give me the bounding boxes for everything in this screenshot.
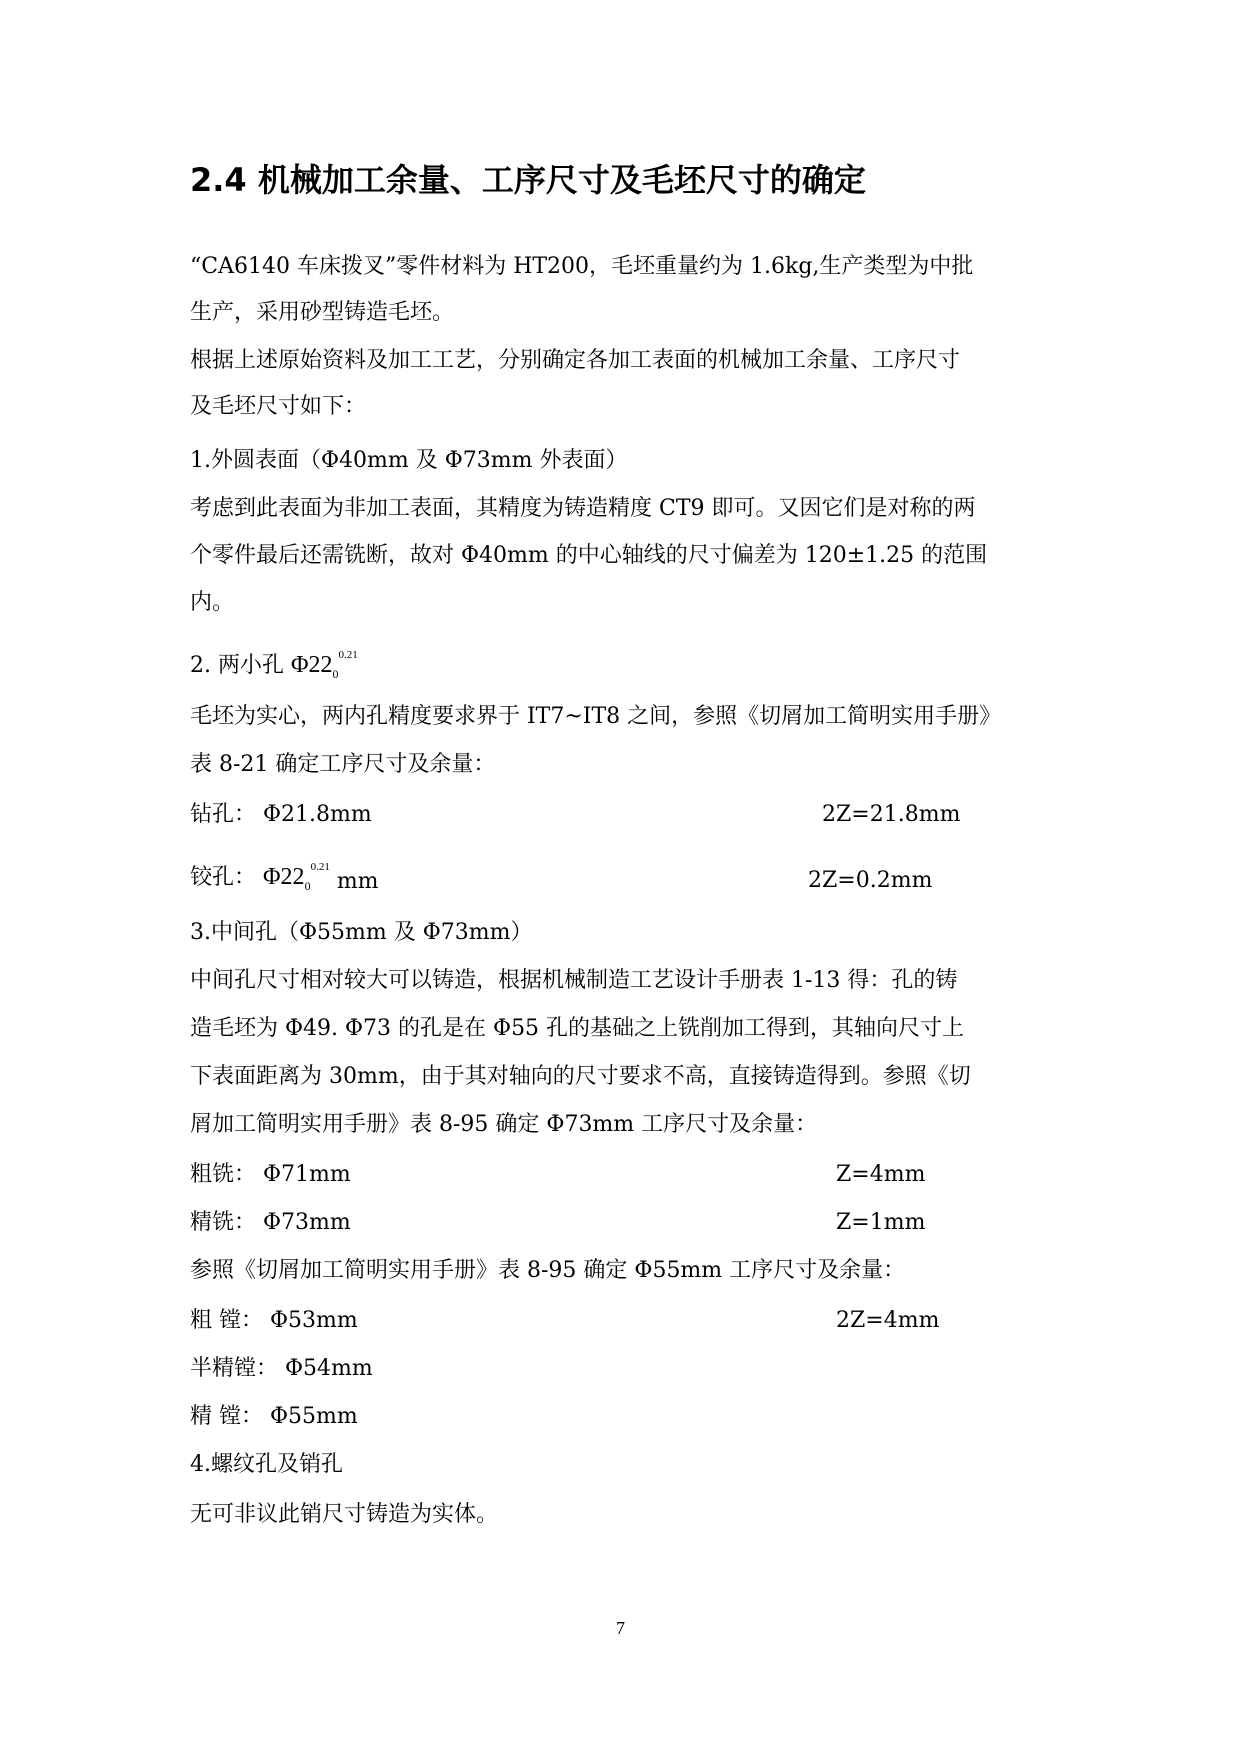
tolerance-formula	[291, 650, 358, 684]
paragraph-line: “CA6140 车床拨叉”零件材料为 HT200，毛坯重量约为 1.6kg,生产类型为中批	[190, 254, 974, 279]
rough-bore-allowance: 2Z=4mm	[836, 1308, 940, 1333]
paragraph-line: 下表面距离为 30mm，由于其对轴向的尺寸要求不高，直接铸造得到。参照《切	[190, 1064, 971, 1089]
paragraph-line: 中间孔尺寸相对较大可以铸造，根据机械制造工艺设计手册表 1-13 得：孔的铸	[190, 968, 958, 993]
paragraph-line: 根据上述原始资料及加工工艺，分别确定各加工表面的机械加工余量、工序尺寸	[190, 348, 961, 373]
subsection-title	[190, 650, 358, 684]
subsection-title: 4.螺纹孔及销孔	[190, 1452, 343, 1477]
ream-allowance: 2Z=0.2mm	[808, 868, 933, 893]
page-number: 7	[616, 1618, 625, 1638]
formula-lower: 0	[332, 667, 339, 681]
paragraph-line: 屑加工简明实用手册》表 8-95 确定 Φ73mm 工序尺寸及余量：	[190, 1112, 818, 1137]
rough-bore-label: 粗 镗： Φ53mm	[190, 1308, 358, 1333]
drill-label: 钻孔： Φ21.8mm	[190, 802, 372, 827]
paragraph-line: 考虑到此表面为非加工表面，其精度为铸造精度 CT9 即可。又因它们是对称的两	[190, 496, 976, 521]
rough-mill-allowance: Z=4mm	[836, 1162, 926, 1187]
semi-fine-bore-label: 半精镗： Φ54mm	[190, 1356, 373, 1381]
fine-mill-allowance: Z=1mm	[836, 1210, 926, 1235]
formula-upper: 0.21	[310, 861, 330, 873]
paragraph-line: 生产，采用砂型铸造毛坯。	[190, 300, 455, 325]
ream-row	[190, 862, 379, 896]
ream-unit: mm	[336, 869, 379, 894]
subsection-title-text: 2. 两小孔	[190, 653, 284, 678]
ream-label: 铰孔：	[190, 865, 257, 890]
formula-base: Φ22	[290, 652, 333, 678]
subsection-title: 1.外圆表面（Φ40mm 及 Φ73mm 外表面）	[190, 448, 628, 473]
paragraph-line: 参照《切屑加工简明实用手册》表 8-95 确定 Φ55mm 工序尺寸及余量：	[190, 1258, 906, 1283]
tolerance-formula	[263, 862, 330, 896]
formula-upper: 0.21	[338, 649, 358, 661]
formula-base: Φ22	[263, 864, 305, 890]
section-heading: 2.4 机械加工余量、工序尺寸及毛坯尺寸的确定	[190, 161, 866, 199]
formula-lower: 0	[304, 879, 311, 893]
paragraph-line: 表 8-21 确定工序尺寸及余量：	[190, 752, 496, 777]
paragraph-line: 个零件最后还需铣断，故对 Φ40mm 的中心轴线的尺寸偏差为 120±1.25 的范围	[190, 543, 988, 568]
paragraph-line: 无可非议此销尺寸铸造为实体。	[190, 1502, 499, 1527]
paragraph-line: 毛坯为实心，两内孔精度要求界于 IT7~IT8 之间，参照《切屑加工简明实用手册》	[190, 704, 1002, 729]
paragraph-line: 造毛坯为 Φ49. Φ73 的孔是在 Φ55 孔的基础之上铣削加工得到，其轴向尺寸上	[190, 1016, 965, 1041]
paragraph-line: 内。	[190, 590, 235, 615]
drill-allowance: 2Z=21.8mm	[822, 802, 961, 827]
subsection-title: 3.中间孔（Φ55mm 及 Φ73mm）	[190, 920, 533, 945]
paragraph-line: 及毛坯尺寸如下：	[190, 394, 367, 419]
fine-bore-label: 精 镗： Φ55mm	[190, 1404, 358, 1429]
rough-mill-label: 粗铣： Φ71mm	[190, 1162, 351, 1187]
fine-mill-label: 精铣： Φ73mm	[190, 1210, 351, 1235]
